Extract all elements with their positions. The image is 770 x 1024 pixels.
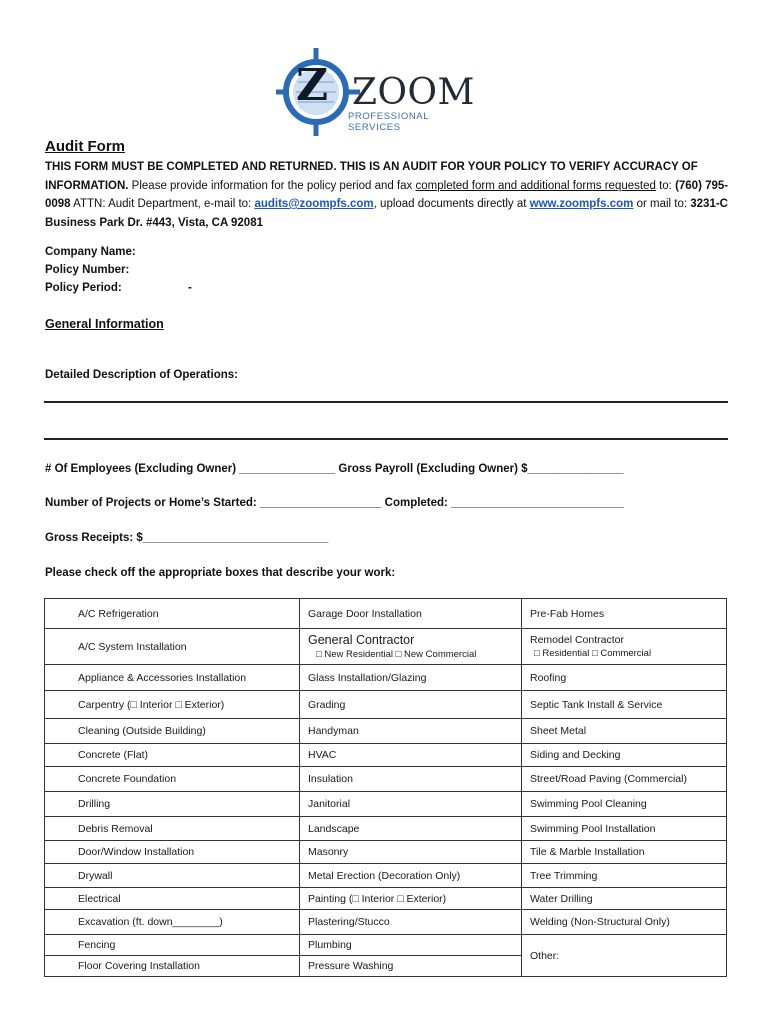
work-type-cell[interactable]: Sheet Metal [522,719,727,744]
company-name-label: Company Name: [45,246,136,258]
logo-word: ZOOM [352,72,475,113]
form-title: Audit Form [45,138,125,155]
work-type-cell[interactable]: Tree Trimming [522,864,727,888]
work-type-cell[interactable]: Water Drilling [522,888,727,910]
intro-text-2: to: [655,179,676,192]
work-type-cell[interactable]: Plastering/Stucco [300,910,522,935]
work-type-cell[interactable]: Floor Covering Installation [45,956,300,977]
work-type-cell[interactable]: Metal Erection (Decoration Only) [300,864,522,888]
work-type-cell[interactable]: Tile & Marble Installation [522,841,727,864]
intro-text-3: ATTN: Audit Department, e-mail to: [70,198,255,210]
table-row [45,629,727,665]
check-prompt: Please check off the appropriate boxes that describe your work: [45,567,396,579]
general-contractor-cell[interactable] [300,629,522,665]
table-row [45,665,727,691]
work-type-cell[interactable]: Grading [300,691,522,719]
table-row [45,910,727,935]
operations-line-1[interactable] [44,401,728,403]
logo-subtitle: PROFESSIONAL SERVICES [348,111,429,133]
work-type-cell[interactable]: Cleaning (Outside Building) [45,719,300,744]
work-type-cell[interactable]: Excavation (ft. down________) [45,910,300,935]
work-type-cell[interactable]: Street/Road Paving (Commercial) [522,767,727,792]
operations-label: Detailed Description of Operations: [45,369,238,381]
fax-number: (760) 795-0098 [45,179,729,210]
website-link[interactable]: www.zoompfs.com [529,198,634,210]
work-type-cell[interactable]: Pre-Fab Homes [522,599,727,629]
table-row [45,817,727,841]
work-types-table [44,598,727,977]
table-row [45,792,727,817]
logo-letter: Z [296,60,329,111]
work-type-cell[interactable]: Insulation [300,767,522,792]
work-type-cell[interactable]: Painting (□ Interior □ Exterior) [300,888,522,910]
remodel-contractor-cell[interactable] [522,629,727,665]
table-row [45,888,727,910]
policy-number-label: Policy Number: [45,264,130,276]
table-row [45,599,727,629]
work-type-cell[interactable]: Landscape [300,817,522,841]
form-instructions [45,158,735,232]
work-type-cell[interactable]: Concrete Foundation [45,767,300,792]
work-type-cell[interactable]: Concrete (Flat) [45,744,300,767]
work-type-cell[interactable]: Septic Tank Install & Service [522,691,727,719]
work-type-cell[interactable]: A/C Refrigeration [45,599,300,629]
table-row [45,719,727,744]
work-type-cell[interactable]: Garage Door Installation [300,599,522,629]
intro-warning: THIS FORM MUST BE COMPLETED AND RETURNED. THIS IS AN AUDIT FOR YOUR POLICY TO VERIFY ACCURACY OF INFORMATION. [45,161,698,192]
intro-underlined: completed form and additional forms requested [415,179,656,192]
email-link[interactable]: audits@zoompfs.com [254,198,374,210]
work-type-cell[interactable]: Plumbing [300,935,522,956]
work-type-cell[interactable]: Pressure Washing [300,956,522,977]
policy-period-separator: - [188,282,192,294]
projects-line[interactable]: Number of Projects or Home’s Started: ___________________ Completed: ___________________________ [45,497,624,509]
general-contractor-options[interactable]: □ New Residential □ New Commercial [316,649,477,660]
work-type-label: General Contractor [308,633,415,647]
other-cell[interactable]: Other: [522,935,727,977]
intro-text-5: or mail to: [633,198,691,210]
table-row [45,767,727,792]
work-type-cell[interactable]: Siding and Decking [522,744,727,767]
work-type-cell[interactable]: Handyman [300,719,522,744]
work-type-cell[interactable]: Appliance & Accessories Installation [45,665,300,691]
general-info-heading: General Information [45,317,164,331]
work-type-cell[interactable]: A/C System Installation [45,629,300,665]
remodel-options[interactable]: □ Residential □ Commercial [534,648,652,659]
work-type-cell[interactable]: Door/Window Installation [45,841,300,864]
intro-text-4: , upload documents directly at [373,198,530,210]
work-type-label: Remodel Contractor [530,634,624,646]
work-type-cell[interactable]: Glass Installation/Glazing [300,665,522,691]
work-type-cell[interactable]: Swimming Pool Cleaning [522,792,727,817]
table-row [45,691,727,719]
table-row [45,864,727,888]
work-type-cell[interactable]: Carpentry (□ Interior □ Exterior) [45,691,300,719]
work-type-cell[interactable]: Drilling [45,792,300,817]
operations-line-2[interactable] [44,438,728,440]
work-type-cell[interactable]: Swimming Pool Installation [522,817,727,841]
policy-period-label: Policy Period: [45,282,122,294]
work-type-cell[interactable]: Welding (Non-Structural Only) [522,910,727,935]
company-logo [276,48,476,136]
work-type-cell[interactable]: Roofing [522,665,727,691]
work-type-cell[interactable]: Drywall [45,864,300,888]
work-type-cell[interactable]: Fencing [45,935,300,956]
employees-payroll-line[interactable]: # Of Employees (Excluding Owner) _______________ Gross Payroll (Excluding Owner) $_______________ [45,463,624,475]
intro-text-1: Please provide information for the policy period and fax [128,179,416,192]
work-type-cell[interactable]: Electrical [45,888,300,910]
gross-receipts-line[interactable]: Gross Receipts: $_____________________________ [45,532,329,544]
work-type-cell[interactable]: Masonry [300,841,522,864]
work-type-cell[interactable]: Janitorial [300,792,522,817]
table-row [45,935,727,956]
mailing-address: 3231-C Business Park Dr. #443, Vista, CA 92081 [45,198,728,229]
table-row [45,841,727,864]
table-row [45,744,727,767]
work-type-cell[interactable]: Debris Removal [45,817,300,841]
work-type-cell[interactable]: HVAC [300,744,522,767]
